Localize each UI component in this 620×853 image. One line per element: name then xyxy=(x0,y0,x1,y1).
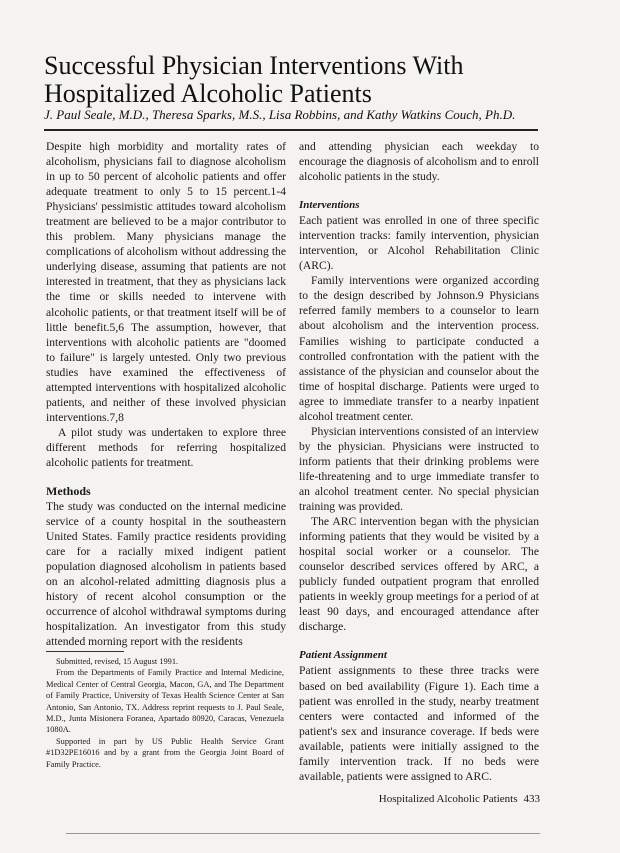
intro-paragraph-2: A pilot study was undertaken to explore three different methods for referring hospitalized alcoholic patients for treatment. xyxy=(46,425,286,469)
footnote-support: Supported in part by US Public Health Service Grant #1D32PE16016 and by a grant from the Georgia Joint Board of Family Practice. xyxy=(46,736,284,769)
running-footer-title: Hospitalized Alcoholic Patients xyxy=(378,793,518,805)
section-gap xyxy=(299,634,539,648)
methods-paragraph-1: The study was conducted on the internal medicine service of a county hospital in the southeastern United States. Family practice residents providing care for a racially mixed indigent patient population diagnosed alcoholism in patients based on an alcohol-related admitting diagnosis plus a history of recent alcohol consumption or the occurrence of alcohol withdrawal symptoms during hospitalization. An investigator from this study attended morning report with the residents xyxy=(46,500,286,649)
running-footer xyxy=(370,793,540,805)
left-column xyxy=(46,139,286,650)
footnote-submitted: Submitted, revised, 15 August 1991. xyxy=(56,657,179,666)
interventions-paragraph-1: Each patient was enrolled in one of three specific intervention tracks: family intervention, physician intervention, or Alcohol Rehabilitation Clinic (ARC). xyxy=(299,214,539,273)
title-rule xyxy=(44,129,538,131)
page-bottom-rule xyxy=(66,833,540,834)
interventions-paragraph-2: Family interventions were organized according to the design described by Johnson.9 Physicians referred family members to a counselor to learn about alcoholism and the intervention process. Families wishing to participate conducted a controlled confrontation with the patient with the assistance of the physician and counselor about the time of hospital discharge. Patients were urged to agree to immediate transfer to a nearby inpatient alcohol treatment center. xyxy=(299,274,539,423)
right-column xyxy=(299,139,539,784)
interventions-heading: Interventions xyxy=(299,199,360,212)
article-title: Successful Physician Interventions With Hospitalized Alcoholic Patients xyxy=(44,51,464,108)
intro-paragraph-1: Despite high morbidity and mortality rates of alcoholism, physicians fail to diagnose alcoholism in up to 50 percent of alcoholic patients and offer adequate treatment to only 5 to 15 percent.1-4 Physicians' pessimistic attitudes toward alcoholism treatment are believed to be a major contributor to this problem. Many physicians manage the complications of alcoholism without addressing the underlying disease, assuming that patients are not interested in treatment, that they as physicians lack the time or skills needed to intervene with alcoholic patients, or that treatment itself will be of little benefit.5,6 The assumption, however, that interventions with alcoholic patients are "doomed to failure" is largely untested. Only two previous studies have examined the effectiveness of attempted interventions with hospitalized alcoholic patients, and neither of these involved physician interventions.7,8 xyxy=(46,140,286,424)
footnote-rule xyxy=(46,651,124,652)
footnotes xyxy=(46,656,284,770)
patient-assignment-paragraph-1: Patient assignments to these three tracks were based on bed availability (Figure 1). Each time a patient was enrolled in the study, nearby treatment centers were contacted and informed of the patient's sex and insurance coverage. If beds were available, patients were initially assigned to the family intervention track. If no beds were available, patients were assigned to ARC. xyxy=(299,664,539,783)
section-gap xyxy=(299,184,539,198)
methods-continued-paragraph: and attending physician each weekday to encourage the diagnosis of alcoholism and to enroll alcoholic patients in the study. xyxy=(299,140,539,184)
patient-assignment-heading: Patient Assignment xyxy=(299,649,387,662)
interventions-paragraph-4: The ARC intervention began with the physician informing patients that they would be visited by a hospital social worker or a counselor. The counselor described services offered by ARC, a publicly funded outpatient program that enrolled patients in weekly group meetings for a period of at least 90 days, and encouraged attendance after discharge. xyxy=(299,515,539,634)
article-authors: J. Paul Seale, M.D., Theresa Sparks, M.S., Lisa Robbins, and Kathy Watkins Couch, Ph.D. xyxy=(44,107,516,122)
methods-heading: Methods xyxy=(46,484,91,499)
footnote-affiliation: From the Departments of Family Practice and Internal Medicine, Medical Center of Central Georgia, Macon, GA, and The Department of Family Practice, University of Texas Health Science Center at San Antonio, San Antonio, TX. Address reprint requests to J. Paul Seale, M.D., Junta Misionera Foranea, Apartado 80920, Caracas, Venezuela 1080A. xyxy=(46,668,284,735)
interventions-paragraph-3: Physician interventions consisted of an interview by the physician. Physicians were instructed to inform patients that their drinking problems were life-threatening and to urge immediate transfer to an alcohol treatment center. No special physician training was provided. xyxy=(299,424,539,514)
page-number: 433 xyxy=(523,793,540,805)
section-gap xyxy=(46,470,286,484)
